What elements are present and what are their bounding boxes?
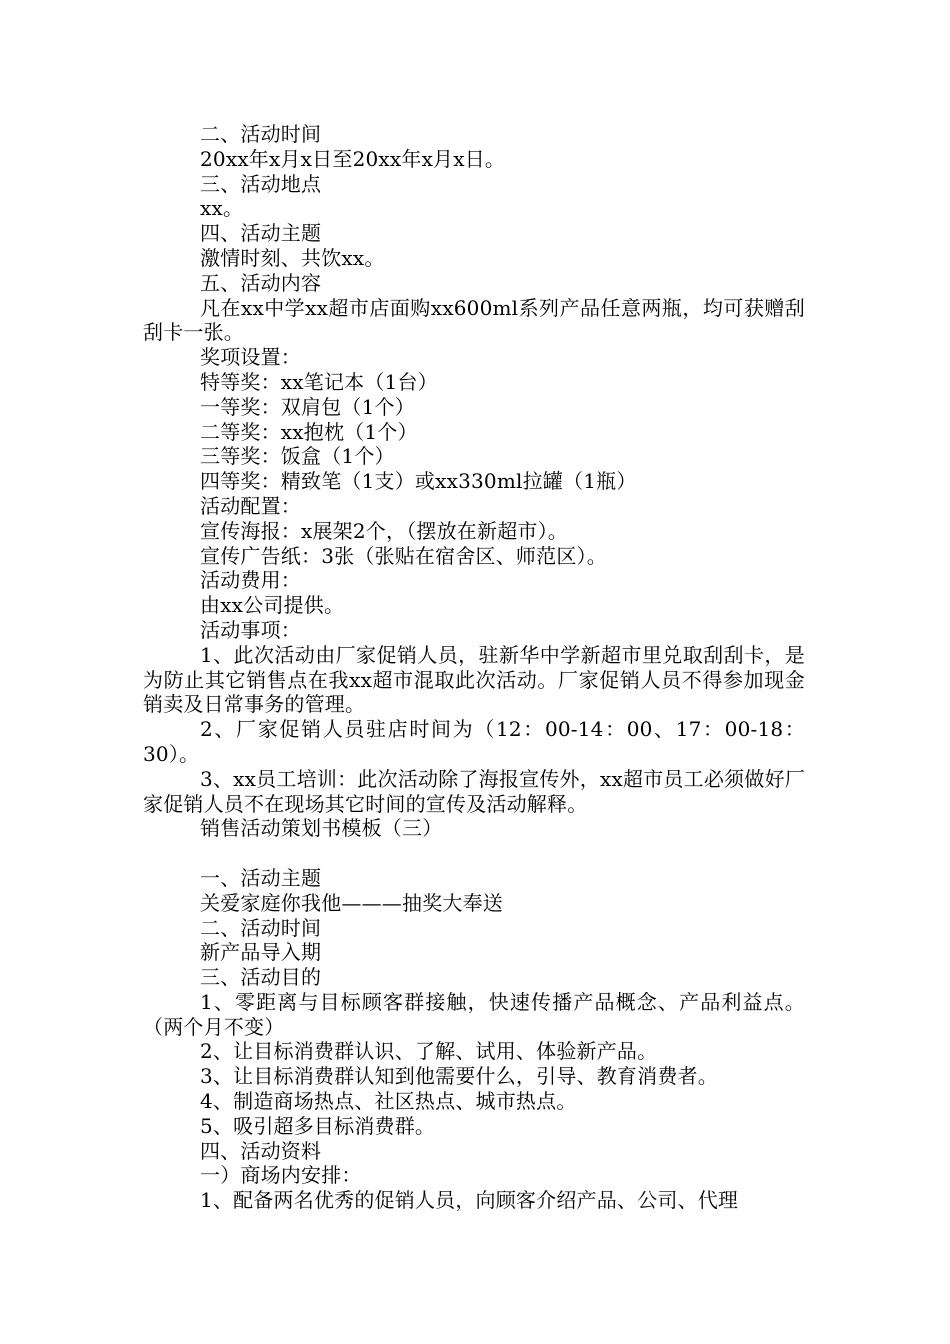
paragraph: 20xx年x月x日至20xx年x月x日。 xyxy=(200,146,506,171)
paragraph: 2、让目标消费群认识、了解、试用、体验新产品。 xyxy=(200,1039,658,1064)
paragraph: 4、制造商场热点、社区热点、城市热点。 xyxy=(200,1089,577,1114)
paragraph: 1、此次活动由厂家促销人员，驻新华中学新超市里兑取刮刮卡，是为防止其它销售点在我xx超市混取此次活动。厂家促销人员不得参加现金销卖及日常事务的管理。 xyxy=(143,642,805,717)
paragraph: 特等奖：xx笔记本（1台） xyxy=(200,369,438,394)
paragraph: 关爱家庭你我他———抽奖大奉送 xyxy=(200,890,503,915)
paragraph: 一等奖：双肩包（1个） xyxy=(200,394,415,419)
paragraph: 3、让目标消费群认知到他需要什么，引导、教育消费者。 xyxy=(200,1064,718,1089)
paragraph: 四、活动主题 xyxy=(200,221,322,246)
paragraph: 宣传海报：x展架2个，（摆放在新超市）。 xyxy=(200,518,569,543)
paragraph: 1、零距离与目标顾客群接触，快速传播产品概念、产品利益点。（两个月不变） xyxy=(143,989,805,1039)
paragraph: 活动配置： xyxy=(200,493,301,518)
paragraph: 三等奖：饭盒（1个） xyxy=(200,444,395,469)
paragraph: 销售活动策划书模板（三） xyxy=(200,816,443,841)
paragraph: 二、活动时间 xyxy=(200,122,322,146)
paragraph: 二、活动时间 xyxy=(200,915,322,940)
paragraph: 三、活动目的 xyxy=(200,965,322,990)
paragraph: 由xx公司提供。 xyxy=(200,593,345,618)
paragraph: 三、活动地点 xyxy=(200,171,322,196)
paragraph: 四等奖：精致笔（1支）或xx330ml拉罐（1瓶） xyxy=(200,469,637,494)
paragraph: 四、活动资料 xyxy=(200,1138,322,1163)
paragraph: 1、配备两名优秀的促销人员，向顾客介绍产品、公司、代理 xyxy=(200,1188,739,1213)
paragraph: xx。 xyxy=(200,196,244,221)
paragraph: 2、厂家促销人员驻店时间为（12：00-14：00、17：00-18：30）。 xyxy=(143,717,805,766)
paragraph: 五、活动内容 xyxy=(200,270,322,295)
paragraph: 凡在xx中学xx超市店面购xx600ml系列产品任意两瓶，均可获赠刮刮卡一张。 xyxy=(143,295,805,345)
paragraph: 活动费用： xyxy=(200,568,301,593)
paragraph: 新产品导入期 xyxy=(200,940,322,965)
paragraph: 奖项设置： xyxy=(200,345,301,370)
document-body xyxy=(143,122,805,1213)
paragraph: 宣传广告纸：3张（张贴在宿舍区、师范区）。 xyxy=(200,543,607,568)
paragraph: 3、xx员工培训：此次活动除了海报宣传外，xx超市员工必须做好厂家促销人员不在现场其它时间的宣传及活动解释。 xyxy=(143,766,805,816)
paragraph: 一）商场内安排： xyxy=(200,1163,362,1188)
paragraph: 5、吸引超多目标消费群。 xyxy=(200,1113,436,1138)
paragraph xyxy=(143,841,805,866)
paragraph: 活动事项： xyxy=(200,617,301,642)
paragraph: 激情时刻、共饮xx。 xyxy=(200,245,385,270)
paragraph: 二等奖：xx抱枕（1个） xyxy=(200,419,418,444)
paragraph: 一、活动主题 xyxy=(200,865,322,890)
